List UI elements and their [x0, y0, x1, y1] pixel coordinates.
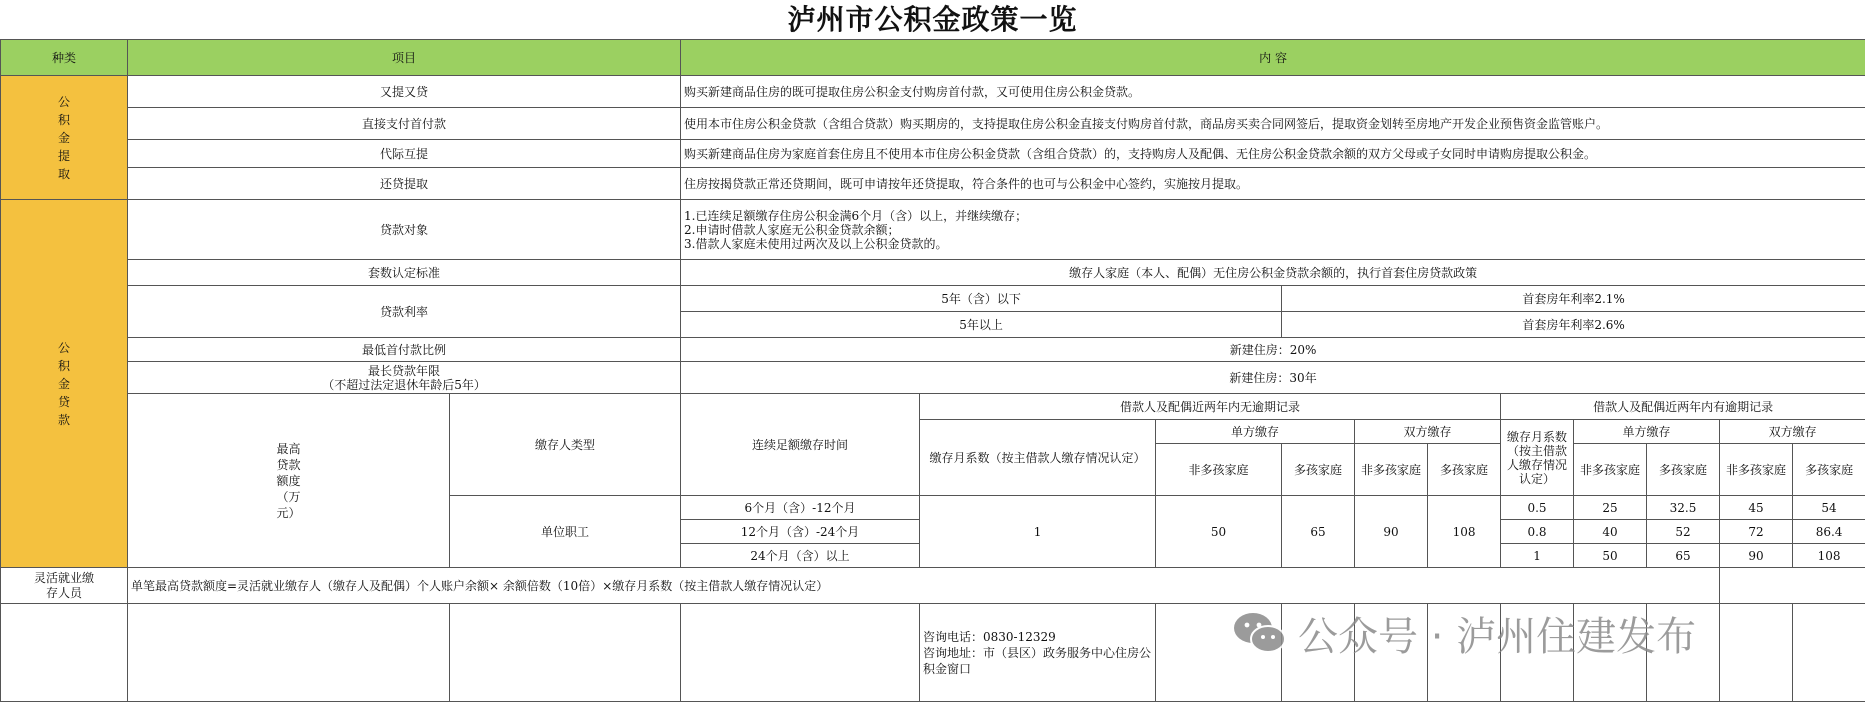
multi-header: 多孩家庭: [1647, 444, 1720, 496]
single-header: 单方缴存: [1156, 420, 1355, 444]
coef-value: 1: [1501, 544, 1574, 568]
flexible-formula: 单笔最高贷款额度=灵活就业缴存人（缴存人及配偶）个人账户余额× 余额倍数（10倍）×缴存月系数（按主借款人缴存情况认定）: [128, 568, 1720, 604]
item-label: 最低首付款比例: [128, 338, 681, 362]
amount-cell: 86.4: [1793, 520, 1865, 544]
item-label: 还贷提取: [128, 168, 681, 200]
page-title: 泸州市公积金政策一览: [787, 3, 1078, 36]
rate-term: 5年以上: [681, 312, 1282, 338]
category-loan: 公积金贷款: [1, 200, 128, 568]
item-content: 使用本市住房公积金贷款（含组合贷款）购买期房的，支持提取住房公积金直接支付购房首付款，商品房买卖合同网签后，提取资金划转至房地产开发企业预售资金监管账户。: [681, 108, 1865, 140]
double-header: 双方缴存: [1355, 420, 1501, 444]
contact-address: 咨询地址：市（县区）政务服务中心住房公积金窗口: [923, 645, 1152, 676]
target-line: 2.申请时借款人家庭无公积金贷款余额；: [684, 222, 900, 237]
contact-phone: 咨询电话：0830-12329: [923, 629, 1056, 644]
multi-header: 多孩家庭: [1793, 444, 1865, 496]
item-label: 最长贷款年限 （不超过法定退休年龄后5年）: [128, 362, 681, 394]
item-label: 又提又贷: [128, 76, 681, 108]
target-line: 3.借款人家庭未使用过两次及以上公积金贷款的。: [684, 236, 948, 251]
coef-value: 0.5: [1501, 496, 1574, 520]
flexible-type: 灵活就业缴存人员: [1, 568, 128, 604]
coef-header: 缴存月系数（按主借款人缴存情况认定）: [920, 420, 1156, 496]
non-multi-header: 非多孩家庭: [1720, 444, 1793, 496]
type-header: 缴存人类型: [450, 394, 681, 496]
header-category: 种类: [1, 40, 128, 76]
amount-cell: 65: [1282, 496, 1355, 568]
amount-cell: 25: [1574, 496, 1647, 520]
no-overdue-header: 借款人及配偶近两年内无逾期记录: [920, 394, 1501, 420]
item-label: 套数认定标准: [128, 260, 681, 286]
item-content: 缴存人家庭（本人、配偶）无住房公积金贷款余额的，执行首套住房贷款政策: [681, 260, 1865, 286]
deposit-time: 24个月（含）以上: [681, 544, 920, 568]
double-header: 双方缴存: [1720, 420, 1865, 444]
item-content: 新建住房：20%: [681, 338, 1865, 362]
amount-cell: 54: [1793, 496, 1865, 520]
rate-value: 首套房年利率2.6%: [1282, 312, 1865, 338]
non-multi-header: 非多孩家庭: [1574, 444, 1647, 496]
item-label: 贷款对象: [128, 200, 681, 260]
item-content: 住房按揭贷款正常还贷期间，既可申请按年还贷提取，符合条件的也可与公积金中心签约，实施按月提取。: [681, 168, 1865, 200]
multi-header: 多孩家庭: [1282, 444, 1355, 496]
contact-info: [920, 604, 1156, 702]
policy-table: [0, 39, 1865, 702]
target-line: 1.已连续足额缴存住房公积金满6个月（含）以上，并继续缴存；: [684, 208, 1028, 223]
single-header: 单方缴存: [1574, 420, 1720, 444]
overdue-header: 借款人及配偶近两年内有逾期记录: [1501, 394, 1865, 420]
amount-cell: 65: [1647, 544, 1720, 568]
deposit-time: 6个月（含）-12个月: [681, 496, 920, 520]
item-content: 新建住房：30年: [681, 362, 1865, 394]
amount-cell: 50: [1574, 544, 1647, 568]
header-content: 内 容: [681, 40, 1865, 76]
time-header: 连续足额缴存时间: [681, 394, 920, 496]
item-label: 代际互提: [128, 140, 681, 168]
item-label: 贷款利率: [128, 286, 681, 338]
amount-cell: 90: [1355, 496, 1428, 568]
item-content: 购买新建商品住房的既可提取住房公积金支付购房首付款，又可使用住房公积金贷款。: [681, 76, 1865, 108]
amount-cell: 45: [1720, 496, 1793, 520]
watermark: [1232, 608, 1696, 658]
non-multi-header: 非多孩家庭: [1355, 444, 1428, 496]
rate-term: 5年（含）以下: [681, 286, 1282, 312]
coef-header: 缴存月系数（按主借款人缴存情况认定）: [1501, 420, 1574, 496]
watermark-text: 公众号 · 泸州住建发布: [1298, 613, 1697, 660]
item-content: 购买新建商品住房为家庭首套住房且不使用本市住房公积金贷款（含组合贷款）的，支持购房人及配偶、无住房公积金贷款余额的双方父母或子女同时申请购房提取公积金。: [681, 140, 1865, 168]
item-label: 直接支付首付款: [128, 108, 681, 140]
wechat-icon: [1232, 610, 1288, 656]
item-content: [681, 200, 1865, 260]
amount-cell: 50: [1156, 496, 1282, 568]
amount-cell: 108: [1793, 544, 1865, 568]
non-multi-header: 非多孩家庭: [1156, 444, 1282, 496]
amount-cell: 52: [1647, 520, 1720, 544]
category-withdraw: 公积金提取: [1, 76, 128, 200]
amount-cell: 40: [1574, 520, 1647, 544]
coef-value: 1: [920, 496, 1156, 568]
multi-header: 多孩家庭: [1428, 444, 1501, 496]
employee-type: 单位职工: [450, 496, 681, 568]
max-amount-label: 最高贷款额度（万元）: [128, 394, 450, 568]
amount-cell: 108: [1428, 496, 1501, 568]
amount-cell: 32.5: [1647, 496, 1720, 520]
deposit-time: 12个月（含）-24个月: [681, 520, 920, 544]
header-item: 项目: [128, 40, 681, 76]
amount-cell: 72: [1720, 520, 1793, 544]
rate-value: 首套房年利率2.1%: [1282, 286, 1865, 312]
coef-value: 0.8: [1501, 520, 1574, 544]
amount-cell: 90: [1720, 544, 1793, 568]
